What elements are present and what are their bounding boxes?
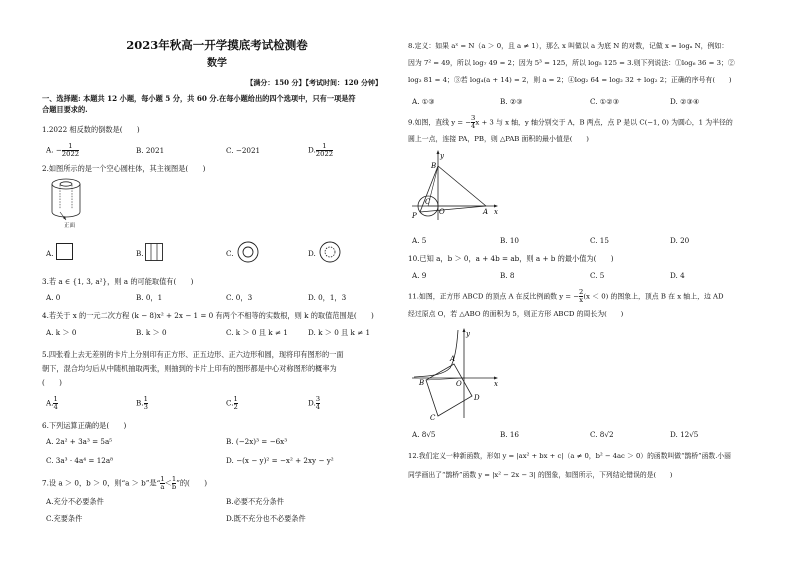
q10-option-a[interactable]: A. 9 bbox=[412, 271, 427, 280]
q9-line1: 9.如图，直线 y = − $\frac{3}{4}$ x + 3 与 x 轴，y 轴分别交于 A，B 两点，点 P 是以 C(−1, 0) 为圆心，1 为半径的 bbox=[408, 114, 733, 131]
q11-label-x: x bbox=[494, 380, 498, 388]
hollow-cylinder-figure bbox=[48, 176, 88, 228]
q2-option-c[interactable]: C. bbox=[226, 249, 234, 258]
q4-option-a[interactable]: A. k ＞ 0 bbox=[46, 328, 77, 337]
q7-stem: 7.设 a ＞ 0，b ＞ 0，则“a ＞ b”是“ $\frac{1}{a}$ ＜ $\frac{1}{b}$ ”的( ) bbox=[42, 475, 208, 492]
q11-figure bbox=[410, 326, 506, 422]
q11-label-y: y bbox=[466, 330, 470, 338]
q8-option-c[interactable]: C. ①②③ bbox=[590, 97, 620, 106]
q5-line3: ( ) bbox=[42, 378, 62, 387]
q5-option-c[interactable]: C. $\frac{1}{2}$ bbox=[226, 395, 238, 412]
q7-option-a[interactable]: A.充分不必要条件 bbox=[46, 497, 104, 506]
front-view-label: 正面 bbox=[64, 223, 76, 229]
q6-option-a[interactable]: A. 2a² + 3a³ = 5a⁵ bbox=[46, 437, 113, 446]
q9-figure bbox=[410, 148, 500, 228]
q9-label-p: P bbox=[412, 212, 417, 220]
section-heading-cont: 合题目要求的. bbox=[42, 105, 88, 114]
q5-option-a[interactable]: A. $\frac{1}{4}$ bbox=[46, 395, 58, 412]
q2-stem: 2.如图所示的是一个空心圆柱体，其主视图是( ) bbox=[42, 164, 206, 173]
q9-option-c[interactable]: C. 15 bbox=[590, 236, 609, 245]
q2-option-a[interactable]: A. bbox=[46, 249, 54, 258]
q2-a-square-icon bbox=[56, 243, 73, 260]
q2-option-b[interactable]: B. bbox=[136, 249, 144, 258]
q10-option-b[interactable]: B. 8 bbox=[500, 271, 515, 280]
q11-option-a[interactable]: A. 8√5 bbox=[412, 430, 436, 439]
q4-option-d[interactable]: D. k ＞ 0 且 k ≠ 1 bbox=[308, 328, 371, 337]
q11-label-c: C bbox=[430, 414, 436, 422]
q1-a-frac: $\frac{1}{2022}$ bbox=[61, 142, 80, 159]
q1-option-c[interactable]: C. −2021 bbox=[226, 146, 261, 155]
q10-stem: 10.已知 a，b ＞ 0，a + 4b = ab，则 a + b 的最小值为( ) bbox=[408, 254, 614, 263]
q7-option-b[interactable]: B.必要不充分条件 bbox=[226, 497, 284, 506]
q3-option-a[interactable]: A. 0 bbox=[46, 293, 61, 302]
q11-label-d: D bbox=[474, 394, 480, 402]
q5-line1: 5.四张看上去无差别的卡片上分别印有正方形、正五边形、正六边形和圆，现将印有图形的一面 bbox=[42, 350, 344, 359]
q1-a-prefix: A. − bbox=[46, 145, 62, 155]
subject-title: 数学 bbox=[207, 58, 227, 69]
q9-option-d[interactable]: D. 20 bbox=[670, 236, 690, 245]
q11-label-b: B bbox=[419, 379, 425, 387]
q5-option-b[interactable]: B. $\frac{1}{3}$ bbox=[136, 395, 148, 412]
score-info: 【满分：150 分】【考试时间：120 分钟】 bbox=[246, 78, 382, 87]
q5-option-d[interactable]: D. $\frac{3}{4}$ bbox=[308, 395, 321, 412]
q6-option-d[interactable]: D. −(x − y)² = −x² + 2xy − y² bbox=[226, 456, 334, 465]
q4-stem: 4.若关于 x 的一元二次方程 (k − 8)x² + 2x − 1 = 0 有两个不相等的实数根，则 k 的取值范围是( ) bbox=[42, 311, 374, 320]
q12-line1: 12.我们定义一种新函数，形如 y = |ax² + bx + c|（a ≠ 0，b² − 4ac ＞ 0）的函数叫做“鹊桥”函数.小丽 bbox=[408, 452, 731, 460]
q9-label-c: C bbox=[425, 198, 431, 206]
q11-option-d[interactable]: D. 12√5 bbox=[670, 430, 699, 439]
q12-line2: 同学画出了“鹊桥”函数 y = |x² − 2x − 3| 的图象，如图所示，下列结论错误的是( ) bbox=[408, 471, 673, 479]
q1-option-d[interactable] bbox=[308, 143, 333, 158]
q4-option-b[interactable]: B. k ＞ 0 bbox=[136, 328, 167, 337]
section-heading: 一、选择题: 本题共 12 小题，每小题 5 分，共 60 分.在每小题给出的四个选项中，只有一项是符 bbox=[42, 94, 356, 103]
q11-line1: 11.如图，正方形 ABCD 的顶点 A 在反比例函数 y = − $\frac{2}{x}$ (x ＜ 0) 的图象上，顶点 B 在 x 轴上，边 AD bbox=[408, 288, 724, 305]
q8-option-d[interactable]: D. ②③④ bbox=[670, 97, 700, 106]
q11-label-a: A bbox=[450, 355, 456, 363]
q3-option-d[interactable]: D. 0，1，3 bbox=[308, 293, 347, 302]
q6-option-c[interactable]: C. 3a³ · 4a⁴ = 12a⁸ bbox=[46, 456, 114, 465]
q2-b-square-lines-icon bbox=[145, 243, 163, 261]
q9-label-o: O bbox=[439, 208, 445, 216]
q7-frac-b: $\frac{1}{b}$ bbox=[171, 475, 177, 492]
q7-option-d[interactable]: D.既不充分也不必要条件 bbox=[226, 514, 306, 523]
q8-option-b[interactable]: B. ②③ bbox=[500, 97, 523, 106]
q9-option-b[interactable]: B. 10 bbox=[500, 236, 519, 245]
q7-option-c[interactable]: C.充要条件 bbox=[46, 514, 83, 523]
q9-label-y: y bbox=[440, 152, 444, 160]
q6-stem: 6.下列运算正确的是( ) bbox=[42, 421, 127, 430]
q6-option-b[interactable]: B. (−2x)³ = −6x³ bbox=[226, 437, 288, 446]
q4-option-c[interactable]: C. k ＞ 0 且 k ≠ 1 bbox=[226, 328, 288, 337]
q3-option-c[interactable]: C. 0，3 bbox=[226, 293, 253, 302]
q11-option-c[interactable]: C. 8√2 bbox=[590, 430, 614, 439]
q9-option-a[interactable]: A. 5 bbox=[412, 236, 427, 245]
q2-d-ring-dashed-icon bbox=[319, 241, 341, 263]
q1-stem: 1.2022 相反数的倒数是( ) bbox=[42, 125, 140, 134]
q9-label-a: A bbox=[483, 208, 489, 216]
q1-d-frac: $\frac{1}{2022}$ bbox=[315, 142, 334, 159]
q5-line2: 朝下，混合均匀后从中随机抽取两张，则抽到的卡片上印有的图形都是中心对称图形的概率为 bbox=[42, 364, 337, 373]
q10-option-c[interactable]: C. 5 bbox=[590, 271, 605, 280]
q8-line2: 因为 7² = 49，所以 log₇ 49 = 2；因为 5³ = 125，所以 log₅ 125 = 3.则下列说法：①log₆ 36 = 3；② bbox=[408, 59, 735, 67]
q9-label-b: B bbox=[431, 162, 437, 170]
q8-line3: log₃ 81 = 4；③若 log₄(a + 14) = 2，则 a = 2；④log₂ 64 = log₂ 32 + log₂ 2；正确的序号有( ) bbox=[408, 76, 732, 84]
q1-d-prefix: D. bbox=[308, 145, 316, 155]
q10-option-d[interactable]: D. 4 bbox=[670, 271, 685, 280]
page-title: 2023年秋高一开学摸底考试检测卷 bbox=[126, 38, 308, 52]
q11-label-o: O bbox=[456, 380, 462, 388]
q9-line2: 圆上一点，连接 PA，PB，则 △PAB 面积的最小值是( ) bbox=[408, 135, 589, 143]
q11-line2: 经过原点 O，若 △ABO 的面积为 5，则正方形 ABCD 的周长为( ) bbox=[408, 310, 624, 318]
q3-stem: 3.若 a ∈ {1, 3, a²}，则 a 的可能取值有( ) bbox=[42, 277, 194, 286]
q3-option-b[interactable]: B. 0，1 bbox=[136, 293, 163, 302]
q7-frac-a: $\frac{1}{a}$ bbox=[160, 475, 165, 492]
q11-option-b[interactable]: B. 16 bbox=[500, 430, 519, 439]
q2-option-d[interactable]: D. bbox=[308, 249, 316, 258]
q9-label-x: x bbox=[494, 208, 498, 216]
q1-option-b[interactable]: B. 2021 bbox=[136, 146, 165, 155]
q2-c-ring-icon bbox=[237, 241, 259, 263]
q1-option-a[interactable] bbox=[46, 143, 79, 158]
q8-option-a[interactable]: A. ①③ bbox=[412, 97, 435, 106]
q8-line1: 8.定义：如果 aˣ = N（a ＞ 0，且 a ≠ 1），那么 x 叫做以 a 为底 N 的对数，记做 x = logₐ N，例如： bbox=[408, 42, 729, 50]
